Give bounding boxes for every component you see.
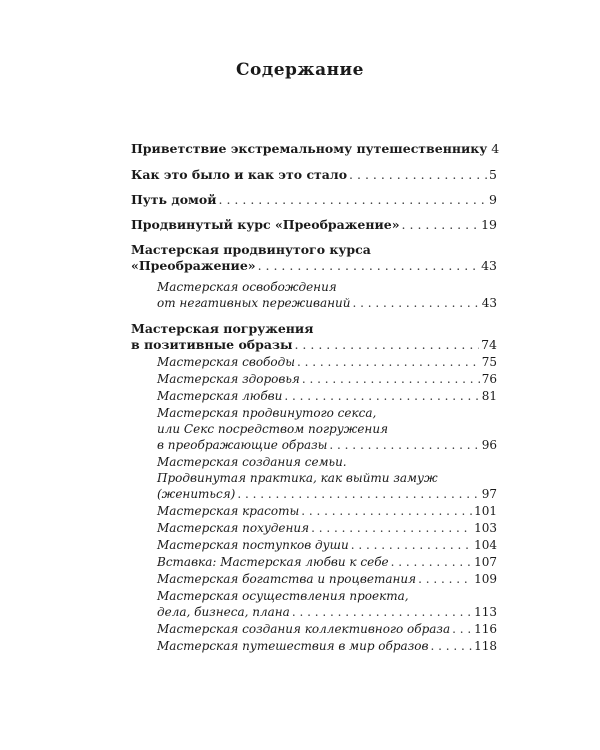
toc-page-number: 109	[474, 572, 497, 586]
toc-entry[interactable]	[131, 242, 497, 274]
toc-page-number: 5	[489, 167, 497, 182]
toc-entry[interactable]	[131, 554, 497, 570]
toc-entry[interactable]	[131, 405, 497, 453]
toc-page-number: 76	[481, 372, 497, 386]
toc-page-number: 19	[481, 217, 497, 232]
toc-entry-title: Мастерская погружения	[131, 321, 314, 336]
toc-page-number: 74	[481, 337, 497, 352]
toc-entry-title: Мастерская создания коллективного образа	[157, 622, 451, 636]
dot-leader	[284, 388, 479, 404]
dot-leader	[452, 621, 472, 637]
toc-page-number: 9	[489, 192, 497, 207]
toc-entry-title: Мастерская свободы	[157, 355, 295, 369]
toc-entry[interactable]	[131, 354, 497, 370]
toc-entry-title: Мастерская здоровья	[157, 372, 300, 386]
toc-entry-title: Как это было и как это стало	[131, 167, 348, 182]
toc-page-number: 75	[481, 355, 497, 369]
toc-page-number: 103	[474, 521, 497, 535]
toc-entry-title: Вставка: Мастерская любви к себе	[157, 555, 389, 569]
toc-entry-title: Приветствие экстремальному путешественнику	[131, 141, 488, 156]
toc-page-number: 104	[474, 538, 497, 552]
toc-entry[interactable]	[131, 520, 497, 536]
toc-entry-title: в преображающие образы	[157, 438, 328, 452]
toc-entry-title: Путь домой	[131, 192, 217, 207]
table-of-contents	[131, 140, 500, 654]
dot-leader	[297, 354, 480, 370]
dot-leader	[349, 167, 487, 183]
dot-leader	[311, 520, 472, 536]
dot-leader	[430, 638, 472, 654]
toc-entry-title: Мастерская похудения	[157, 521, 310, 535]
toc-entry[interactable]	[131, 321, 497, 353]
toc-entry-title: Мастерская путешествия в мир образов	[157, 639, 429, 653]
toc-entry[interactable]	[131, 638, 497, 654]
page-title: Содержание	[236, 60, 364, 80]
toc-entry[interactable]	[131, 167, 497, 183]
dot-leader	[294, 337, 479, 353]
toc-entry[interactable]	[131, 588, 497, 620]
toc-entry[interactable]	[131, 192, 497, 208]
toc-page-number: 43	[481, 258, 497, 273]
toc-entry-title: Мастерская продвинутого секса,	[157, 406, 377, 420]
toc-entry-title: Мастерская создания семьи.	[157, 455, 347, 469]
dot-leader	[351, 537, 472, 553]
toc-entry[interactable]	[131, 388, 497, 404]
toc-entry[interactable]	[131, 279, 497, 311]
dot-leader	[258, 258, 480, 274]
toc-entry-title: от негативных переживаний	[157, 296, 351, 310]
toc-entry[interactable]	[131, 371, 497, 387]
toc-entry-title: Мастерская продвинутого курса	[131, 242, 371, 257]
dot-leader	[292, 604, 472, 620]
dot-leader	[402, 217, 480, 233]
dot-leader	[237, 486, 479, 502]
dot-leader	[302, 371, 480, 387]
dot-leader	[352, 295, 479, 311]
dot-leader	[219, 192, 488, 208]
dot-leader	[391, 554, 472, 570]
toc-page-number: 101	[474, 504, 497, 518]
toc-entry[interactable]	[131, 621, 497, 637]
toc-entry-title: Мастерская любви	[157, 389, 283, 403]
toc-page-number: 81	[481, 389, 497, 403]
toc-entry-title: или Секс посредством погружения	[157, 422, 389, 436]
dot-leader	[301, 503, 472, 519]
toc-page-number: 118	[474, 639, 497, 653]
toc-page-number: 96	[481, 438, 497, 452]
toc-entry-title: Продвинутый курс «Преображение»	[131, 217, 400, 232]
toc-entry[interactable]	[131, 217, 497, 233]
toc-entry[interactable]	[131, 571, 497, 587]
toc-entry-title: Мастерская освобождения	[157, 280, 337, 294]
toc-entry-title: дела, бизнеса, плана	[157, 605, 290, 619]
toc-entry-title: Мастерская поступков души	[157, 538, 349, 552]
toc-entry-title: Продвинутая практика, как выйти замуж	[157, 471, 438, 485]
toc-entry-title: Мастерская богатства и процветания	[157, 572, 417, 586]
toc-page-number: 116	[474, 622, 497, 636]
dot-leader	[329, 437, 479, 453]
toc-entry-title: «Преображение»	[131, 258, 256, 273]
toc-entry-title: Мастерская осуществления проекта,	[157, 589, 409, 603]
toc-page-number: 43	[481, 296, 497, 310]
toc-page-number: 4	[491, 141, 500, 156]
toc-entry[interactable]	[131, 503, 497, 519]
toc-page-number: 107	[474, 555, 497, 569]
toc-entry[interactable]	[131, 537, 497, 553]
toc-entry-title: Мастерская красоты	[157, 504, 300, 518]
dot-leader	[418, 571, 472, 587]
toc-entry-title: (жениться)	[157, 487, 236, 501]
toc-page-number: 97	[481, 487, 497, 501]
toc-page-number: 113	[474, 605, 497, 619]
toc-entry-title: в позитивные образы	[131, 337, 293, 352]
toc-entry[interactable]	[131, 454, 497, 502]
toc-entry[interactable]	[131, 141, 500, 157]
